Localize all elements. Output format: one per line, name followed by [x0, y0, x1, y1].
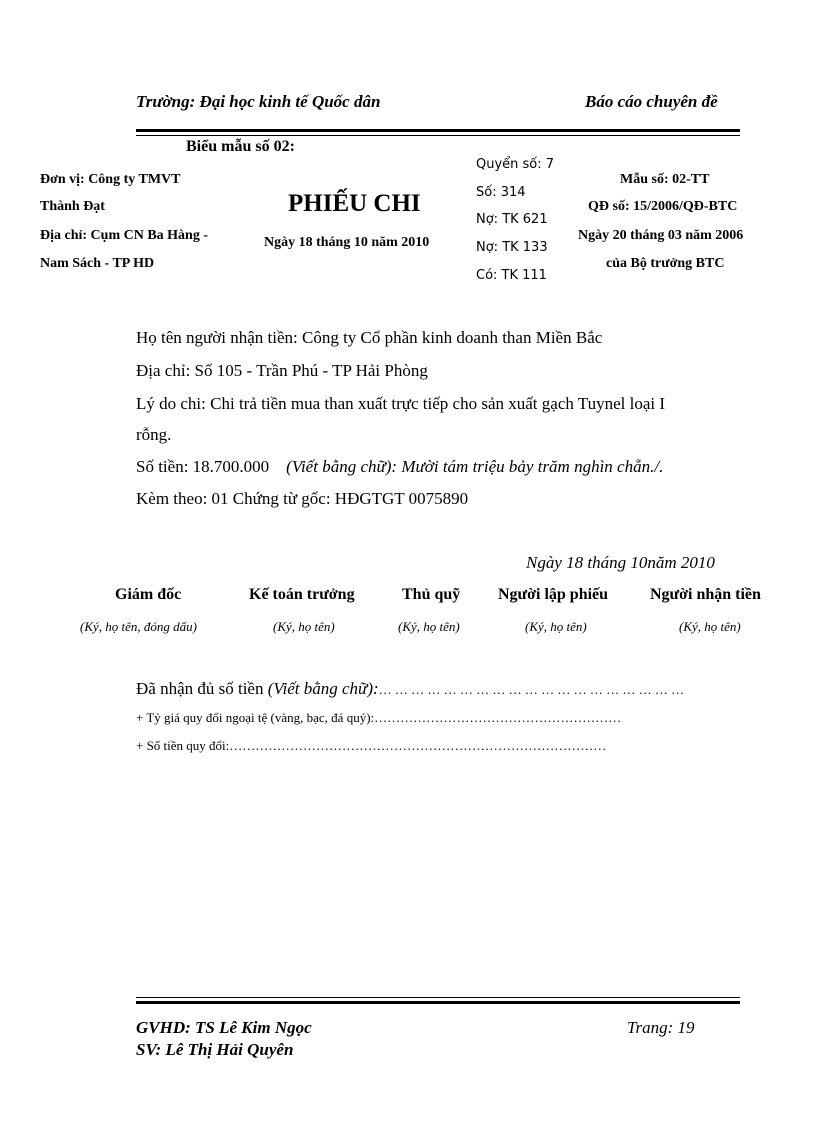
sig-title-cashier: Thủ quỹ	[402, 586, 461, 603]
received-words-label: (Viết bằng chữ):	[267, 679, 379, 698]
address-line: Địa chỉ: Số 105 - Trần Phú - TP Hải Phòng	[136, 361, 428, 380]
amount-value: Số tiền: 18.700.000	[136, 457, 270, 476]
footer-rule-thin	[136, 997, 740, 998]
sign-date: Ngày 18 tháng 10năm 2010	[526, 553, 715, 572]
unit-line-3: Địa chỉ: Cụm CN Ba Hàng -	[40, 228, 209, 243]
sig-note-chief-accountant: (Ký, họ tên)	[273, 619, 335, 634]
credit-account: Có: TK 111	[476, 268, 547, 283]
voucher-number: Số: 314	[476, 185, 526, 200]
template-line-3: Ngày 20 tháng 03 năm 2006	[578, 228, 744, 243]
attached-docs-line: Kèm theo: 01 Chứng từ gốc: HĐGTGT 0075890	[136, 489, 469, 508]
student: SV: Lê Thị Hải Quyên	[136, 1040, 294, 1059]
advisor: GVHD: TS Lê Kim Ngọc	[136, 1018, 312, 1037]
sig-title-preparer: Người lập phiếu	[498, 586, 609, 603]
debit-account-1: Nợ: TK 621	[476, 212, 548, 227]
sig-title-chief-accountant: Kế toán trưởng	[249, 586, 355, 603]
recipient-line: Họ tên người nhận tiền: Công ty Cổ phần kinh doanh than Miền Bắc	[136, 328, 603, 347]
unit-line-1: Đơn vị: Công ty TMVT	[40, 172, 181, 187]
unit-line-2: Thành Đạt	[40, 199, 105, 214]
reason-line-2: rỗng.	[136, 425, 172, 444]
header-rule	[136, 129, 740, 132]
sig-note-director: (Ký, họ tên, đóng dấu)	[80, 619, 197, 634]
header-rule-thin	[136, 135, 740, 136]
template-line-1: Mẫu số: 02-TT	[620, 172, 710, 187]
sig-note-receiver: (Ký, họ tên)	[679, 619, 741, 634]
received-line	[136, 679, 684, 699]
page-number: Trang: 19	[627, 1018, 695, 1037]
book-number: Quyển số: 7	[476, 157, 555, 172]
debit-account-2: Nợ: TK 133	[476, 240, 548, 255]
amount-line	[136, 457, 663, 477]
template-line-2: QĐ số: 15/2006/QĐ-BTC	[588, 199, 738, 214]
report-type: Báo cáo chuyên đề	[585, 92, 718, 111]
footer-rule	[136, 1001, 740, 1004]
reason-line-1: Lý do chi: Chi trả tiền mua than xuất trực tiếp cho sản xuất gạch Tuynel loại I	[136, 394, 666, 413]
amount-in-words: (Viết bằng chữ): Mười tám triệu bảy trăm nghìn chẵn./.	[286, 457, 664, 476]
sig-title-receiver: Người nhận tiền	[650, 586, 761, 603]
converted-amount-line: + Số tiền quy đổi:……………………………………………………………………………	[136, 738, 607, 753]
template-line-4: của Bộ trưởng BTC	[606, 256, 725, 271]
sig-title-director: Giám đốc	[115, 586, 182, 603]
unit-line-4: Nam Sách - TP HD	[40, 256, 155, 271]
school-name: Trường: Đại học kinh tế Quốc dân	[136, 92, 381, 111]
received-label: Đã nhận đủ số tiền	[136, 679, 264, 698]
doc-date: Ngày 18 tháng 10 năm 2010	[264, 235, 430, 250]
form-number: Biểu mẫu số 02:	[186, 138, 295, 155]
sig-note-preparer: (Ký, họ tên)	[525, 619, 587, 634]
doc-title: PHIẾU CHI	[288, 190, 421, 217]
received-dots: … … … … … … … … … … … … … … … … … … …	[378, 682, 685, 697]
sig-note-cashier: (Ký, họ tên)	[398, 619, 460, 634]
exchange-rate-line: + Tỷ giá quy đổi ngoại tệ (vàng, bạc, đá quý):…………………………………………………	[136, 710, 622, 725]
